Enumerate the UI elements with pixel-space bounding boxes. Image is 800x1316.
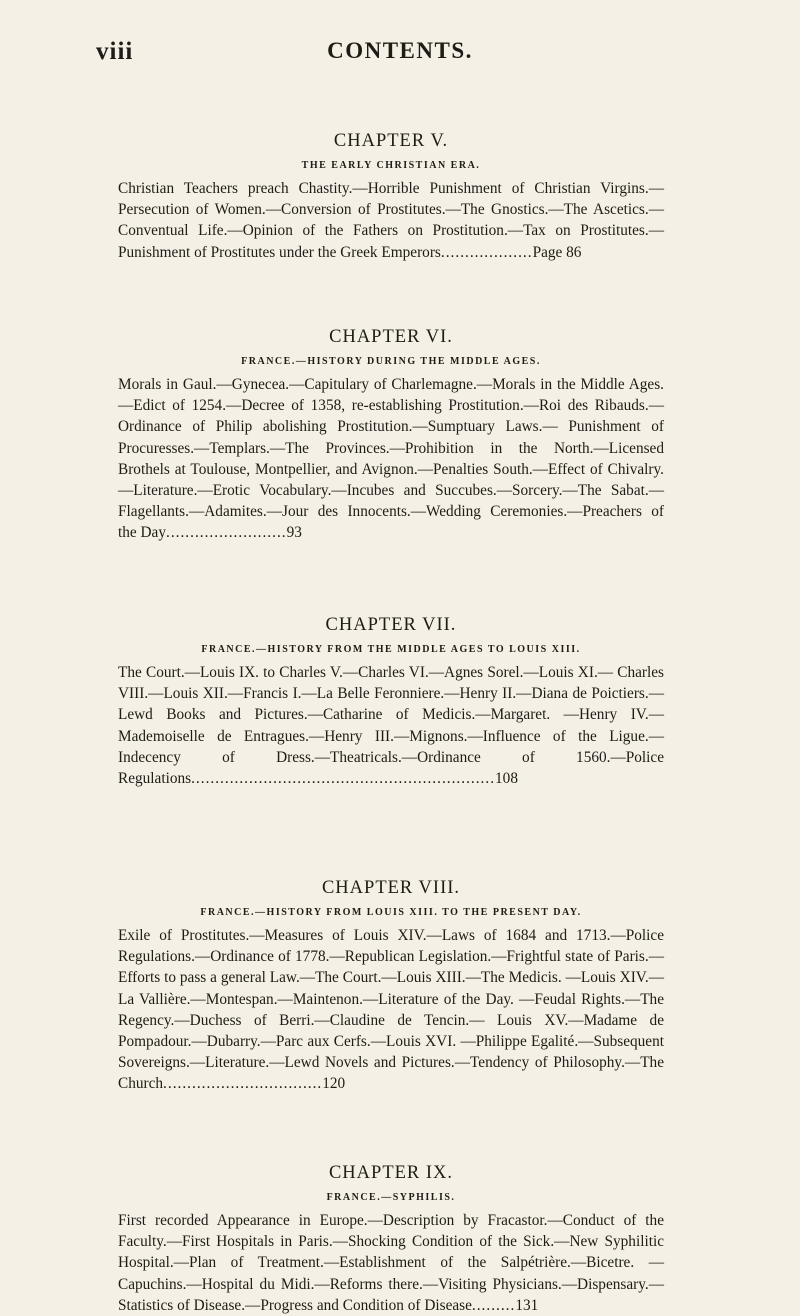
dot-leader: ................................. (163, 1075, 323, 1093)
chapter-title: CHAPTER VI. (329, 327, 453, 347)
page-reference: 93 (286, 524, 302, 542)
running-title: CONTENTS. (327, 38, 473, 63)
page-number: viii (96, 38, 134, 65)
chapter-9 (118, 1162, 664, 1316)
chapter-subtitle: FRANCE.—HISTORY FROM THE MIDDLE AGES TO LOUIS XIII. (201, 644, 581, 655)
dot-leader: ................... (440, 243, 533, 261)
chapter-contents (118, 662, 664, 789)
page-reference: 108 (495, 770, 518, 788)
chapter-title: CHAPTER VIII. (321, 878, 461, 898)
chapter-contents (118, 925, 664, 1095)
running-head (0, 38, 800, 78)
chapter-subtitle: FRANCE.—SYPHILIS. (326, 1192, 456, 1203)
chapter-title: CHAPTER VII. (325, 615, 457, 635)
page-reference: Page 86 (532, 243, 582, 261)
chapter-summary: The Court.—Louis IX. to Charles V.—Charles VI.—Agnes Sorel.—Louis XI.— Charles VIII.—Louis XII.—Francis I.—La Belle Feronniere.—Henry II.—Diana de Poictiers.—Lewd Books and Pictures.—Catharine of Medicis.—Margaret. —Henry IV.—Mademoiselle de Entragues.—Henry III.—Mignons.—Influence of the Ligue.—Indecency of Dress.—Theatricals.—Ordinance of 1560.—Police Regulations (118, 664, 664, 788)
chapter-title: CHAPTER V. (333, 131, 449, 151)
chapter-contents (118, 178, 664, 263)
chapter-subtitle: FRANCE.—HISTORY FROM LOUIS XIII. TO THE PRESENT DAY. (200, 907, 582, 918)
chapter-subtitle: FRANCE.—HISTORY DURING THE MIDDLE AGES. (241, 356, 541, 367)
chapter-7 (118, 614, 664, 789)
page-reference: 120 (322, 1075, 346, 1093)
chapter-summary: Morals in Gaul.—Gynecea.—Capitulary of Charlemagne.—Morals in the Middle Ages.—Edict of 1254.—Decree of 1358, re-establishing Prostitution.—Roi des Ribauds.—Ordinance of Philip abolishing Prostitution.—Sumptuary Laws.— Punishment of Procuresses.—Templars.—The Provinces.—Prohibition in the North.—Licensed Brothels at Toulouse, Montpellier, and Avignon.—Penalties South.—Effect of Chivalry.—Literature.—Erotic Vocabulary.—Incubes and Succubes.—Sorcery.—The Sabat.—Flagellants.—Adamites.—Jour des Innocents.—Wedding Ceremonies.—Preachers of the Day (118, 376, 664, 542)
chapter-summary: Exile of Prostitutes.—Measures of Louis XIV.—Laws of 1684 and 1713.—Police Regulations.—Ordinance of 1778.—Republican Legislation.—Frightful state of Paris.—Efforts to pass a general Law.—The Court.—Louis XIII.—The Medicis. —Louis XIV.—La Vallière.—Montespan.—Maintenon.—Literature of the Day. —Feudal Rights.—The Regency.—Duchess of Berri.—Claudine de Tencin.— Louis XV.—Madame de Pompadour.—Dubarry.—Parc aux Cerfs.—Louis XVI. —Philippe Egalité.—Subsequent Sovereigns.—Literature.—Lewd Novels and Pictures.—Tendency of Philosophy.—The Church (118, 927, 664, 1093)
page-reference: 131 (515, 1296, 539, 1314)
chapter-title: CHAPTER IX. (328, 1163, 454, 1183)
chapter-summary: Christian Teachers preach Chastity.—Horrible Punishment of Christian Virgins.— Persecution of Women.—Conversion of Prostitutes.—The Gnostics.—The Ascetics.—Conventual Life.—Opinion of the Fathers on Prostitution.—Tax on Prostitutes.—Punishment of Prostitutes under the Greek Emperors (118, 180, 664, 261)
dot-leader: ......... (471, 1296, 516, 1314)
chapter-contents (118, 374, 664, 544)
dot-leader: ............................................................... (191, 770, 496, 788)
dot-leader: ......................... (166, 524, 287, 542)
chapter-summary: First recorded Appearance in Europe.—Description by Fracastor.—Conduct of the Faculty.—First Hospitals in Paris.—Shocking Condition of the Sick.—New Syphilitic Hospital.—Plan of Treatment.—Establishment of the Salpétrière.—Bicetre. —Capuchins.—Hospital du Midi.—Reforms there.—Visiting Physicians.—Dispensary.—Statistics of Disease.—Progress and Condition of Disease (118, 1212, 664, 1314)
chapter-contents (118, 1210, 664, 1316)
chapter-6 (118, 326, 664, 544)
chapter-subtitle: THE EARLY CHRISTIAN ERA. (301, 160, 481, 171)
chapter-5 (118, 130, 664, 263)
chapter-8 (118, 877, 664, 1095)
